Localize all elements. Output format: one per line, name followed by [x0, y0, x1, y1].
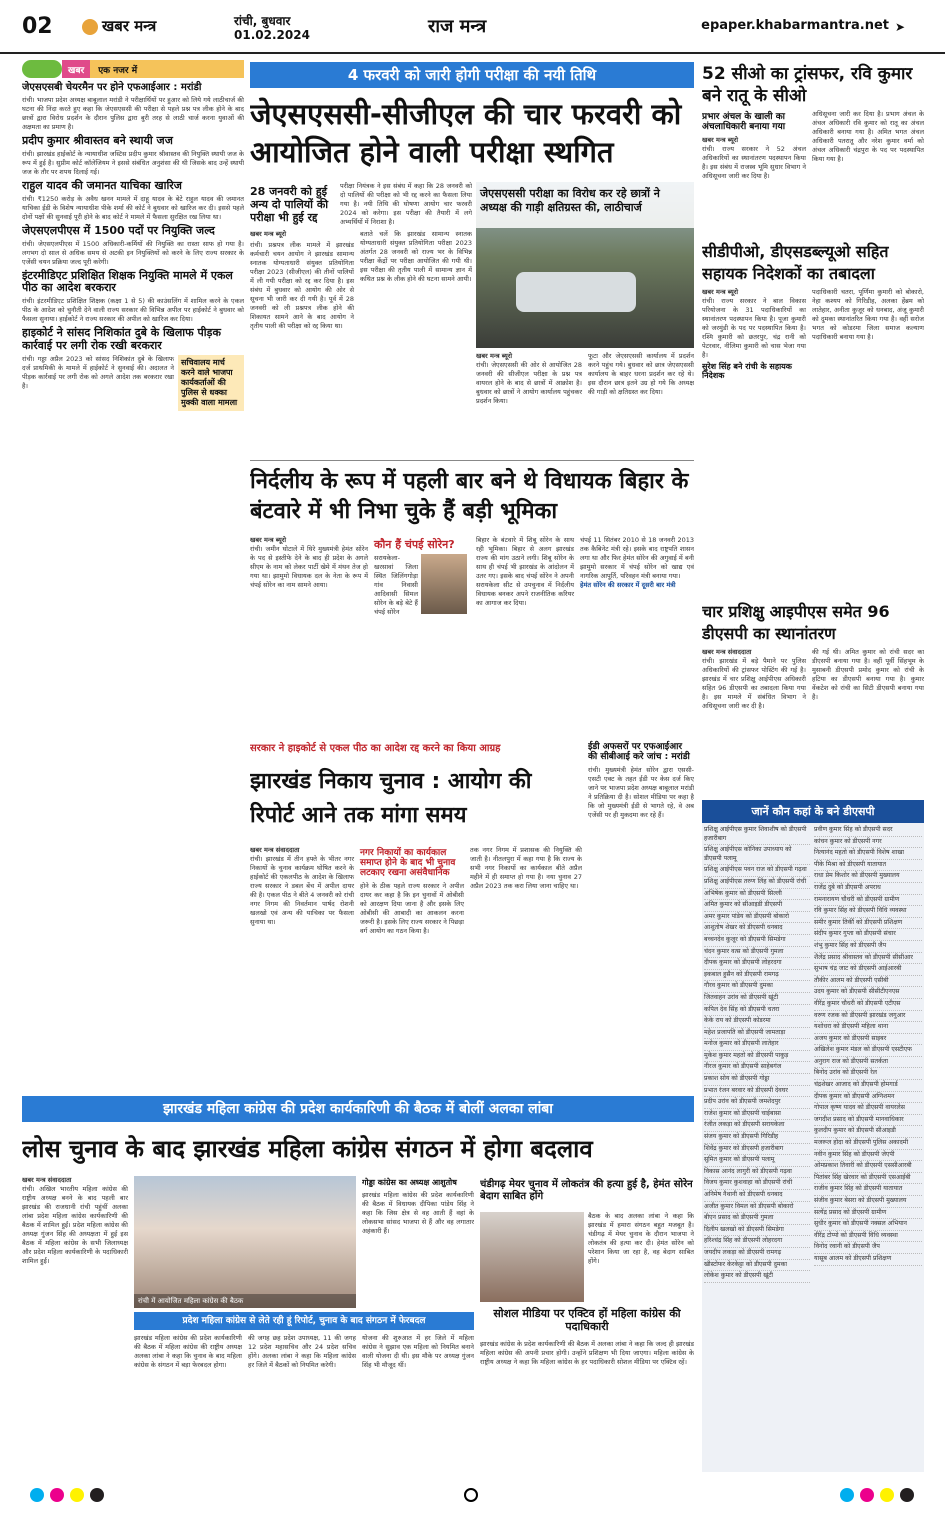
nikay-byline: खबर मन्त्र संवाददाता — [250, 846, 300, 854]
dsp-list-item: अनुराग राज को डीएसपी सतर्कता — [814, 1057, 922, 1069]
dsp-list-item: सुभाष चंद्र जाट को डीएसपी आईआरबी — [814, 964, 922, 976]
dsp-list-item: कपिल देव सिंह को डीएसपी चतरा — [704, 1005, 810, 1017]
dsp-list-item: केके राय को डीएसपी कोडरमा — [704, 1016, 810, 1028]
nikay-headline: झारखंड निकाय चुनाव : आयोग की रिपोर्ट आने तक मांगा समय — [250, 769, 532, 828]
news-3-body: रांची। ₹1250 करोड़ के अवैध खनन मामले में दाहू यादव के बेटे राहुल यादव की जमानत याचिका ईडी के विशेष न्यायाधीश पीके शर्मा की कोर्ट ने बुधवार को खारिज कर दी। इससे पहले दोनों पक्षों की सुनवाई पूरी होने के बाद कोर्ट ने मामले में फैसला सुरक्षित रख लिया था। — [22, 195, 244, 222]
co-body-1: रांची। राज्य सरकार ने 52 अंचल अधिकारियों का स्थानांतरण पदस्थापन किया है। इस संबंध में राजस्व भूमि सुधार विभाग ने अधिसूचना जारी कर दिया है। — [702, 144, 806, 180]
brand-name: खबर मन्त्र — [102, 17, 157, 35]
dsp-list-item: राजीव कुमार सिंह को डीएसपी यातायात — [814, 1184, 922, 1196]
dsp-list-item: यशोधरा को डीएसपी महिला थाना — [814, 1022, 922, 1034]
dsp-list-item: शैलेंद्र प्रसाद श्रीवास्तव को डीएसपी सीसीआर — [814, 953, 922, 965]
magenta-dot-2 — [860, 1488, 874, 1502]
dsp-list-right — [814, 825, 922, 1283]
nikay-col-a — [250, 846, 354, 936]
dsp-body-1: रांची। झारखंड में बड़े पैमाने पर पुलिस अधिकारियों की ट्रांसफर पोस्टिंग की गई है। झारखंड में चार प्रशिक्षु आईपीएस अधिकारी सहित 96 डीएसपी का तबादला किया गया है। इस मामले में संबंधित विभाग ने अधिसूचना जारी कर दी है। — [702, 657, 806, 710]
cdpo-body-1: रांची। राज्य सरकार ने बाल विकास परियोजना के 31 पदाधिकारियों का स्थानांतरण पदस्थापन किया है। पूजा कुमारी को जरमुंडी के पद पर पदस्थापित किया है। रश्मि कुमारी को छतरपुर, चंद्र रानी को पेटरवार, नीलिमा कुमारी को चास भेजा गया है। — [702, 297, 806, 359]
dsp-list-item: नीरज कुमार को डीएसपी साहेबगंज — [704, 1062, 810, 1074]
dsp-list-item: रवि कुमार सिंह को डीएसपी विधि व्यवस्था — [814, 906, 922, 918]
congress-band2-story — [134, 1334, 474, 1472]
congress-byline: खबर मन्त्र संवाददाता — [22, 1176, 72, 1184]
dsp-col-a — [702, 648, 806, 711]
nikay-headline-box — [250, 762, 582, 842]
main-story-bottom — [250, 230, 472, 331]
main-subhead: 28 जनवरी को हुई अन्य दो पालियों की परीक्षा भी हुई रद्द — [250, 185, 329, 224]
dsp-list-item: गौरव कुमार को डीएसपी दुमका — [704, 981, 810, 993]
dsp-list-item: रंजीत लकड़ा को डीएसपी सरायकेला — [704, 1120, 810, 1132]
congress-photo-caption: रांची में आयोजित महिला कांग्रेस की बैठक — [134, 1294, 356, 1308]
brand-logo — [82, 16, 156, 36]
dsp-list-item: प्रशिक्षु आईपीएस पवन राज को डीएसपी गढ़वा — [704, 865, 810, 877]
news-6-body: रांची। गड्डा अप्रैल 2023 को सांसद निशिकांत दुबे के खिलाफ दर्ज प्राथमिकी के मामले में हाईकोर्ट ने सुनवाई की। अदालत ने पीड़क कार्रवाई पर लगी रोक को अगले आदेश तक बरकरार रखा है। — [22, 354, 174, 390]
congress-col-a — [22, 1176, 128, 1472]
logo-icon — [82, 19, 98, 35]
dsp-list-item: नवीन कुमार सिंह को डीएसपी जेएपी — [814, 1150, 922, 1162]
news-2-body: रांची। झारखंड हाईकोर्ट के न्यायाधीश जस्टिस प्रदीप कुमार श्रीवास्तव की नियुक्ति स्थायी जज के रूप में हुई है। सुप्रीम कोर्ट कॉलेजियम ने इससे संबंधित अनुशंसा की थी जिसके बाद उन्हें स्थायी जज के तौर पर शपथ दिलाई गई। — [22, 150, 244, 177]
congress-b2-body-2: की जगह छह प्रदेश उपाध्यक्ष, 11 की जगह 12 प्रदेश महासचिव और 24 प्रदेश सचिव होंगे। अलका लांबा ने कहा कि महिला कांग्रेस हर जिले में बैठकों को नियमित करेगी। — [248, 1334, 356, 1369]
news-4-body: रांची। जेएसएलपीएस में 1500 अधिकारी-कर्मियों की नियुक्ति का रास्ता साफ हो गया है। लगभग दो साल से अधिक समय से अटकी इन नियुक्तियों को करने के लिए राज्य सरकार के एजेंसी चयन प्रक्रिया जल्द पूरी करेगी। — [22, 240, 244, 267]
dsp-list-item: मनोज कुमार को डीएसपी लातेहार — [704, 1039, 810, 1051]
champai-cols — [250, 536, 694, 617]
protest-cols — [476, 352, 694, 406]
protest-byline: खबर मन्त्र ब्यूरो — [476, 352, 513, 360]
dsp-headline: चार प्रशिक्षु आइपीएस समेत 96 डीएसपी का स्थानांतरण — [702, 602, 890, 643]
dsp-list-item: विजय कुमार कुशवाहा को डीएसपी रांची — [704, 1178, 810, 1190]
co-col-a — [702, 110, 806, 181]
black-dot-2 — [900, 1488, 914, 1502]
protest-photo — [476, 182, 694, 348]
nikay-body-3: तक नगर निगम में प्रशासक की नियुक्ति की जाती है। नीतलपुरा में कहा गया है कि राज्य के सभी नगर निकायों का कार्यकाल बीते अप्रैल महीने में ही समाप्त हो गया है। नया चुनाव 27 अप्रैल 2023 तक करा लिया जाना चाहिए था। — [470, 846, 582, 890]
cdpo-byline: खबर मन्त्र ब्यूरो — [702, 288, 739, 296]
dateline — [234, 14, 310, 42]
champai-col-b — [374, 536, 470, 617]
dsp-list-item: सुधीर कुमार को डीएसपी नक्सल अभियान — [814, 1219, 922, 1231]
dsp-list-item: कांचन कुमार को डीएसपी नगर — [814, 837, 922, 849]
dsp-list-item: अभिषेक कुमार को डीएसपी सिल्ली — [704, 889, 810, 901]
congress-meeting-photo — [134, 1176, 356, 1308]
dsp-list-item: शंभु कुमार सिंह को डीएसपी जैप — [814, 941, 922, 953]
co-kicker: प्रभार अंचल के खाली का अंचलाधिकारी बनाया गया — [702, 112, 786, 132]
dsp-list-item: प्रकाश सोय को डीएसपी गोड्डा — [704, 1074, 810, 1086]
news-5-body: रांची। इंटरमीडिएट प्रशिक्षित शिक्षक (कक्षा 1 से 5) की काउंसलिंग में शामिल करने के एकल पीठ के आदेश को चुनौती देने वाली राज्य सरकार की विभिन्न अपील पर हाईकोर्ट ने बुधवार को फैसला सुनाया। हाईकोर्ट ने राज्य सरकार की अपील को खारिज कर दिया। — [22, 297, 244, 324]
dsp-list-item: समीर कुमार तिर्की को डीएसपी प्रशिक्षण — [814, 918, 922, 930]
dsp-list-item: शिवेंद्र कुमार को डीएसपी हजारीबाग — [704, 1144, 810, 1156]
ek-nazar-tag — [22, 60, 244, 78]
tag-ek-nazar: एक नजर में — [90, 60, 244, 78]
main-headline: जेएसएससी-सीजीएल की चार फरवरी को आयोजित होने वाली परीक्षा स्थगित — [250, 97, 682, 169]
co-body-2: अधिसूचना जारी कर दिया है। प्रभाग अंचल के अंचल अधिकारी रवि कुमार को रातू का अंचल अधिकारी बनाया गया है। अमित भगत अंचल अधिकारी पतरातू और नरेश कुमार वर्मा को अंचल अधिकारी चंद्रपुरा के पद पर पदस्थापित किया गया है। — [812, 110, 924, 163]
nikay-col-b — [360, 846, 464, 936]
congress-side-1-head: गोड्डा कांग्रेस का अध्यक्ष आशुतोष — [362, 1178, 457, 1187]
dsp-list-box — [702, 800, 924, 1472]
dsp-list-item: अमर कुमार पांडेय को डीएसपी बोकारो — [704, 912, 810, 924]
congress-band: झारखंड महिला कांग्रेस की प्रदेश कार्यकारिणी की बैठक में बोलीं अलका लांबा — [22, 1096, 694, 1122]
dsp-list-item: इकबाल हुसैन को डीएसपी रामगढ़ — [704, 970, 810, 982]
news-6-wrap — [22, 355, 244, 411]
dsp-list-item: जयदीप लकड़ा को डीएसपी रामगढ़ — [704, 1248, 810, 1260]
dsp-list-item: बच्चनदेव कुजूर को डीएसपी सिमडेगा — [704, 935, 810, 947]
chandigarh-body-box — [588, 1212, 694, 1308]
print-registration-footer — [0, 1480, 945, 1510]
champai-story — [250, 536, 694, 736]
cyan-dot-2 — [840, 1488, 854, 1502]
dsp-list-item: जगदीश प्रसाद को डीएसपी मानवाधिकार — [814, 1115, 922, 1127]
champai-col-a — [250, 536, 368, 617]
dsp-list-item: प्रशिक्षु आईपीएस कुमार शिवाशीष को डीएसपी हजारीबाग — [704, 825, 810, 845]
dsp-list-item: हरिश्चंद्र सिंह को डीएसपी लोहरदगा — [704, 1236, 810, 1248]
dsp-body-2: की गई थी। अमित कुमार को रांची सदर का डीएसपी बनाया गया है। वहीं पूर्वी सिंहभूम के मुसाबनी डीएसपी प्रमोद कुमार को रांची के हटिया का डीएसपी बनाया गया है। कुमार वेंकटेश को रांची का सिटी डीएसपी बनाया गया है। — [812, 648, 924, 701]
dsp-list-item: अनिमेष नैथानी को डीएसपी धनबाद — [704, 1190, 810, 1202]
co-byline: खबर मन्त्र ब्यूरो — [702, 135, 739, 144]
tag-khabar: खबर — [62, 60, 90, 78]
ed-side-story — [588, 740, 694, 1080]
dsp-list-item: वीरेंद्र कुमार चौधरी को डीएसपी एटीएस — [814, 999, 922, 1011]
dsp-list-item: प्रवीण कुमार सिंह को डीएसपी सदर — [814, 825, 922, 837]
section-title: राज मन्त्र — [428, 16, 487, 37]
chandigarh-headline: चंडीगढ़ मेयर चुनाव में लोकतंत्र की हत्या हुई है, हेमंत सोरेन बेदाग साबित होंगे — [480, 1179, 693, 1202]
dsp-list-item: गोपाल कृष्ण यादव को डीएसपी वायरलेस — [814, 1103, 922, 1115]
main-story-left — [250, 182, 472, 452]
nikay-kicker-box — [250, 740, 582, 760]
sm-body-box — [480, 1340, 694, 1472]
dsp-cols — [702, 648, 924, 711]
yellow-dot-2 — [880, 1488, 894, 1502]
dsp-list-item: राजेंद्र दुबे को डीएसपी अपराध — [814, 883, 922, 895]
dsp-list-item: उदय कुमार को डीएसपी सीसीटीएनएस — [814, 987, 922, 999]
dsp-list-item: जितवाहन उरांव को डीएसपी खूंटी — [704, 993, 810, 1005]
dsp-list-item: सत्येंद्र प्रसाद को डीएसपी ग्रामीण — [814, 1208, 922, 1220]
dsp-list-item: वरुण रजक को डीएसपी झारखंड जगुआर — [814, 1011, 922, 1023]
dsp-list-item: सुमित कुमार को डीएसपी पलामू — [704, 1155, 810, 1167]
registration-target-icon — [464, 1488, 478, 1502]
date: 01.02.2024 — [234, 28, 310, 42]
dsp-list-item: विकास आनंद लागुरी को डीएसपी गढ़वा — [704, 1167, 810, 1179]
cursor-icon: ➤ — [894, 20, 905, 34]
main-col-a — [250, 230, 354, 331]
dsp-list-item: कुलदीप कुमार को डीएसपी सीआइडी — [814, 1126, 922, 1138]
main-story-top — [250, 182, 472, 227]
champai-question: कौन हैं चंपई सोरेन? — [374, 538, 455, 551]
champai-portrait — [421, 554, 467, 614]
dsp-list-item: संदीप कुमार गुप्ता को डीएसपी संचार — [814, 929, 922, 941]
news-4-headline: जेएसएलपीएस में 1500 पदों पर नियुक्ति जल्द — [22, 224, 215, 238]
protest-body-2: फूटा और जेएसएससी कार्यालय में प्रदर्शन करने पहुंच गये। बुधवार को छात्र जेएसएससी कार्यालय के बाहर धरना प्रदर्शन कर रहे थे। इस दौरान छात्र इतने उग्र हो गये कि अध्यक्ष की गाड़ी को क्षतिग्रस्त कर दिया। — [588, 352, 694, 396]
cyan-dot — [30, 1488, 44, 1502]
dsp-list-item: प्रभात रंजन बरवार को डीएसपी देवघर — [704, 1086, 810, 1098]
dsp-list-item: दीपक कुमार को डीएसपी अग्निशमन — [814, 1092, 922, 1104]
dsp-list-item: अखिलेश कुमार मंडल को डीएसपी एसटीएफ — [814, 1045, 922, 1057]
dsp-list-item: अजीत कुमार विमल को डीएसपी बोकारो — [704, 1202, 810, 1214]
left-column — [22, 60, 244, 1090]
champai-profile — [374, 554, 470, 617]
co-headline: 52 सीओ का ट्रांसफर, रवि कुमार बने रातू के सीओ — [702, 64, 913, 106]
main-body-1: रांची। प्रश्नपत्र लीक मामले में झारखंड कर्मचारी चयन आयोग ने झारखंड सामान्य स्नातक योग्यताधारी संयुक्त प्रतियोगिता परीक्षा 2023 (सीजीएल) की तीनों पालियों में ली गयी परीक्षा को रद्द कर दिया है। इस संबंध में बुधवार को आयोग की ओर से सूचना भी जारी कर दी गयी है। पूर्व में 28 जनवरी को ली प्रश्नपत्र लीक होने की शिकायत सामने आने के बाद आयोग ने तृतीय पाली की परीक्षा को रद्द किया था। — [250, 241, 354, 330]
dsp-list-item: दीपक कुमार को डीएसपी लोहरदगा — [704, 958, 810, 970]
dsp-list-item: ओमप्रकाश तिवारी को डीएसपी एससीआरबी — [814, 1161, 922, 1173]
subhead-box — [250, 182, 334, 227]
main-body-2: परीक्षा नियंत्रक ने इस संबंध में कहा कि 28 जनवरी को दो पालियों की परीक्षा को भी रद्द करने का फैसला लिया गया है। नयी तिथि की घोषणा आयोग चार फरवरी 2024 को करेगा। इस परीक्षा की तैयारी में लगे अभ्यर्थियों में निराशा है। — [340, 182, 472, 226]
dsp-list-item: मुकेश कुमार महतो को डीएसपी पाकुड़ — [704, 1051, 810, 1063]
news-6-headline: हाइकोर्ट ने सांसद निशिकांत दुबे के खिलाफ पीड़क कार्रवाई पर लगी रोक रखी बरकरार — [22, 326, 221, 352]
divider — [250, 460, 694, 461]
cdpo-headline: सीडीपीओ, डीएसडब्ल्यूओ सहित सहायक निदेशकों का तबादला — [702, 242, 889, 283]
news-3-headline: राहुल यादव की जमानत याचिका खारिज — [22, 179, 182, 193]
ed-side-body: रांची। मुख्यमंत्री हेमंत सोरेन द्वारा एससी-एसटी एक्ट के तहत ईडी पर केस दर्ज किए जाने पर भाजपा प्रदेश अध्यक्ष बाबूलाल मरांडी ने प्रतिक्रिया दी है। सोशल मीडिया पर कहा है कि जो मुख्यमंत्री ईडी से भागते रहे, वे अब एजेंसी पर ही मुकदमा कर रहे हैं। — [588, 765, 694, 819]
dsp-list-item: वीरेंद्र टोप्पो को डीएसपी विधि व्यवस्था — [814, 1231, 922, 1243]
news-1-body: रांची। भाजपा प्रदेश अध्यक्ष बाबूलाल मरांडी ने परीक्षार्थियों पर हुआर को लिये गये लाठीचार्ज की घटना की निंदा करते हुए कहा कि जेएसएससी की परीक्षा से पहले प्रश्न पत्र लीक होने के बाद छात्रों द्वारा विरोध प्रदर्शन के दौरान पुलिस द्वारा बुरी तरह से लाठी चार्ज करना युवाओं की अक्षमता का प्रमाण है। — [22, 96, 244, 131]
dsp-byline: खबर मन्त्र संवाददाता — [702, 648, 752, 656]
co-cols — [702, 110, 924, 181]
protest-body-1: रांची। जेएसएससी की ओर से आयोजित 28 जनवरी की सीजीएल परीक्षा के प्रश्न पत्र वायरल होने के बाद से छात्रों में आक्रोश है। बुधवार को छात्रों ने आयोग कार्यालय पहुंचकर प्रदर्शन किया। — [476, 361, 582, 405]
dsp-list-item: संजय कुमार को डीएसपी गिरिडीह — [704, 1132, 810, 1144]
congress-body-1: रांची। अखिल भारतीय महिला कांग्रेस की राष्ट्रीय अध्यक्ष बनने के बाद पहली बार झारखंड की राजधानी रांची पहुंचीं अलका लांबा प्रदेश महिला कांग्रेस कार्यकारिणी की बैठक में शामिल हुईं। प्रदेश महिला कांग्रेस की अध्यक्ष गुंजन सिंह की अध्यक्षता में हुई इस बैठक में महिला कांग्रेस के सभी जिलाध्यक्ष और प्रदेश महिला कार्यकारिणी के पदाधिकारी शामिल हुईं। — [22, 1185, 128, 1265]
congress-b2-body-1: झारखंड महिला कांग्रेस की प्रदेश कार्यकारिणी की बैठक में महिला कांग्रेस की राष्ट्रीय अध्यक्ष अलका लांबा ने कहा कि चुनाव के बाद महिला कांग्रेस के संगठन में बड़ा फेरबदल होगा। — [134, 1334, 242, 1369]
alka-lamba-photo — [480, 1212, 584, 1302]
dsp-list-item: प्रशिक्षु आईपीएस कोनिका उपाध्याय को डीएसपी पलामू — [704, 845, 810, 865]
photo-caption: जेएसएससी परीक्षा का विरोध कर रहे छात्रों ने अध्यक्ष की गाड़ी क्षतिग्रस्त की, लाठीचार्ज — [480, 187, 660, 214]
dsp-list-item: विनोद रवानी को डीएसपी जैप — [814, 1242, 922, 1254]
dsp-list-item: राजेश कुमार को डीएसपी चाईबासा — [704, 1109, 810, 1121]
nikay-body-2: होने के ठीक पहले राज्य सरकार ने अपील दायर कर कहा है कि इन चुनावों में ओबीसी को आरक्षण दिया जाना है और इसके लिए ओबीसी की आबादी का आकलन करना जरूरी है। इसके लिए राज्य सरकार ने पिछड़ा वर्ग आयोग का गठन किया है। — [360, 881, 464, 935]
chandigarh-head-box — [480, 1176, 694, 1210]
dsp-list-item: यासूब आलम को डीएसपी प्रशिक्षण — [814, 1254, 922, 1266]
congress-band2-cols — [134, 1334, 474, 1370]
dsp-list-title: जानें कौन कहां के बने डीएसपी — [702, 800, 924, 823]
news-1-headline: जेएसएसबी चेयरमैन पर होने एफआईआर : मरांडी — [22, 82, 202, 93]
cdpo-story — [702, 238, 924, 578]
dsp-list-item: पितांबर सिंह खेरवार को डीएसपी एसआईबी — [814, 1173, 922, 1185]
nikay-pullquote: नगर निकायों का कार्यकाल समाप्त होने के बाद भी चुनाव लटकाए रखना असंवैधानिक — [360, 848, 456, 878]
cdpo-body-2: पदाधिकारी चतरा, पूर्णिमा कुमारी को बोकारो, नेहा कश्यप को गिरिडीह, अलका हेंब्रम को लातेहार, अनीता कुजूर को धनबाद, अंजू कुमारी को दुमका स्थानांतरित किया गया है। वहीं सरोज भगत को कोडरमा जिला समाज कल्याण पदाधिकारी बनाया गया है। — [812, 288, 924, 341]
co-transfer-story — [702, 60, 924, 230]
page-header — [0, 0, 945, 54]
page-number: 02 — [22, 14, 53, 39]
dsp-list-item: मजरूल होदा को डीएसपी पुलिस अकादमी — [814, 1138, 922, 1150]
chandigarh-body: बैठक के बाद अलका लांबा ने कहा कि झारखंड में हमारा संगठन बहुत मजबूत है। चंडीगढ़ में मेयर चुनाव के दौरान भाजपा ने लोकतंत्र की हत्या कर दी। हेमंत सोरेन को परेशान किया जा रहा है, वह बेदाग साबित होंगे। — [588, 1212, 694, 1265]
nikay-body-1: रांची। झारखंड में तीन हफ्ते के भीतर नगर निकायों के चुनाव कार्यक्रम घोषित करने के हाईकोर्ट की एकलपीठ के आदेश के खिलाफ राज्य सरकार ने डबल बेंच में अपील दायर की है। एकल पीठ ने बीते 4 जनवरी को रांची नगर निगम की निवर्तमान पार्षद रोशनी खलखो एवं अन्य की याचिका पर फैसला सुनाया था। — [250, 855, 354, 926]
dsp-list-item: अजय कुमार को डीएसपी साइबर — [814, 1034, 922, 1046]
dsp-list-item: आशुतोष शेखर को डीएसपी धनबाद — [704, 923, 810, 935]
champai-body-1: रांची। जमीन घोटाले में घिरे मुख्यमंत्री हेमंत सोरेन के पद से इस्तीफे देने के बाद ही प्रदेश के अगले सीएम के नाम को लेकर पार्टी खेमे में मंथन तेज हो गया था। झामुमो विधायक दल के नेता के रूप में चंपई सोरेन का नाम सामने आया। — [250, 545, 368, 589]
dsp-list-item: तौकीर आलम को डीएसपी एसीबी — [814, 976, 922, 988]
congress-b2-body-3: योजना की शुरुआत में हर जिले में महिला कांग्रेस ने सुझाव एक महिला को नियमित बनाने वाली योजना दी थी। इस मौके पर अध्यक्ष गुंजन सिंह भी मौजूद थीं। — [362, 1334, 474, 1369]
dsp-list-item: खीस्टोफर केरकेट्टा को डीएसपी दुमका — [704, 1260, 810, 1272]
nikay-story — [250, 846, 582, 1086]
champai-subhead: हेमंत सोरेन की सरकार में दूसरी बार मंत्री — [580, 581, 676, 589]
dsp-list-item: नित्यानंद महतो को डीएसपी विशेष शाखा — [814, 848, 922, 860]
yellow-dot — [70, 1488, 84, 1502]
dsp-list-item: बिनोद उरांव को डीएसपी रेल — [814, 1068, 922, 1080]
champai-headline: निर्दलीय के रूप में पहली बार बने थे विधायक बिहार के बंटवारे में भी निभा चुके हैं बड़ी भूमिका — [250, 469, 689, 524]
main-headline-box — [250, 92, 694, 178]
congress-headline: लोस चुनाव के बाद झारखंड महिला कांग्रेस संगठन में होगा बदलाव — [22, 1135, 593, 1163]
dsp-list-item: चंद्रशेखर आजाद को डीएसपी होमगार्ड — [814, 1080, 922, 1092]
dsp-list-item: अमित कुमार को सीआइडी डीएसपी — [704, 900, 810, 912]
nikay-kicker: सरकार ने हाइकोर्ट से एकल पीठ का आदेश रद्द करने का किया आग्रह — [250, 743, 501, 754]
tag-globe-icon — [22, 60, 62, 78]
champai-sidebox: सरायकेला-खरसावां जिला स्थित जिलिंगगोड़ा गांव निवासी आदिवासी सिमल सोरेन के बड़े बेटे हैं चंपई सोरेन — [374, 554, 418, 617]
dsp-list-item: राधा प्रेम किशोर को डीएसपी मुख्यालय — [814, 871, 922, 883]
dsp-story — [702, 598, 924, 798]
congress-side-1-body: झारखंड महिला कांग्रेस की प्रदेश कार्यकारिणी की बैठक में विधायक दीपिका पांडेय सिंह ने कहा कि जिस क्षेत्र से वह आती हैं वहां के लोकसभा सांसद भाजपा से हैं और वह लगातार अहंकारी हैं। — [362, 1190, 474, 1235]
champai-body-2: बिहार के बंटवारे में शिबू सोरेन के साथ रही भूमिका। बिहार से अलग झारखंड राज्य की मांग उठाने लगी। शिबू सोरेन के साथ ही चंपई भी झारखंड के आंदोलन में उतर गए। इसके बाद चंपई सोरेन ने अपनी सरायकेला सीट से उपचुनाव में निर्दलीय विधायक बनकर अपने राजनीतिक करियर का आगाज कर दिया। — [476, 536, 574, 607]
damaged-car — [516, 272, 636, 312]
site-url[interactable]: epaper.khabarmantra.net — [701, 18, 889, 33]
dsp-list-item: संजीव कुमार बेसरा को डीएसपी मुख्यालय — [814, 1196, 922, 1208]
cdpo-subhead: सुरेश सिंह बने रांची के सहायक निदेशक — [702, 362, 792, 380]
magenta-dot — [50, 1488, 64, 1502]
dsp-list-item: लोकेश कुमार को डीएसपी खूंटी — [704, 1271, 810, 1283]
dsp-list-left — [704, 825, 810, 1283]
cdpo-cols — [702, 288, 924, 384]
dsp-list-item: बीएन प्रसाद को डीएसपी गुमला — [704, 1213, 810, 1225]
main-body-3: बताते चलें कि झारखंड सामान्य स्नातक योग्यताधारी संयुक्त प्रतियोगिता परीक्षा 2023 अंतर्गत 28 जनवरी को राज्य भर के विभिन्न परीक्षा केंद्रों पर परीक्षा आयोजित की गयी थी। इस परीक्षा की तृतीय पाली में सामान्य ज्ञान में कथित प्रश्न के लीक होने की घटना सामने आयी। — [360, 230, 472, 283]
dsp-list-item: चंदन कुमार वत्स को डीएसपी गुमला — [704, 947, 810, 959]
news-6-sidebar: सचिवालय मार्च करने वाले भाजपा कार्यकर्ताओं की पुलिस से धक्का मुक्की वाला मामला — [178, 355, 244, 411]
city-day: रांची, बुधवार — [234, 14, 291, 28]
dsp-list-item: महेश प्रजापति को डीएसपी जामताड़ा — [704, 1028, 810, 1040]
nikay-cols — [250, 846, 582, 936]
congress-band-2: प्रदेश महिला कांग्रेस से लेते रही हूं रिपोर्ट, चुनाव के बाद संगठन में फेरबदल — [134, 1312, 474, 1330]
sm-headline: सोशल मीडिया पर एक्टिव हों महिला कांग्रेस की पदाधिकारी — [493, 1307, 681, 1333]
dsp-list-item: पीके मिश्रा को डीएसपी यातायात — [814, 860, 922, 872]
champai-byline: खबर मन्त्र ब्यूरो — [250, 536, 287, 544]
photo-caption-box — [476, 182, 694, 228]
congress-headline-box — [22, 1126, 694, 1170]
dsp-list-item: रामनारायण चौधरी को डीएसपी ग्रामीण — [814, 895, 922, 907]
champai-body-3: चंपई 11 सितंबर 2010 से 18 जनवरी 2013 तक कैबिनेट मंत्री रहे। इसके बाद राष्ट्रपति शासन लगा था और फिर हेमंत सोरेन की अगुवाई में बनी झामुमो सरकार में चंपई सोरेन को खाद्य एवं नागरिक आपूर्ति, परिवहन मंत्री बनाया गया। — [580, 536, 694, 580]
sm-head-box — [480, 1304, 694, 1338]
champai-headline-box — [250, 464, 694, 534]
dsp-list-item: दिलीप खलखो को डीएसपी सिमडेगा — [704, 1225, 810, 1237]
protest-col-a — [476, 352, 582, 406]
dsp-list-item: प्रदीप उरांव को डीएसपी जमशेदपुर — [704, 1097, 810, 1109]
protest-story — [476, 352, 694, 452]
black-dot — [90, 1488, 104, 1502]
main-byline: खबर मन्त्र ब्यूरो — [250, 230, 287, 238]
champai-col-d — [580, 536, 694, 617]
dsp-list-cols — [702, 823, 924, 1285]
news-5-headline: इंटरमीडिएट प्रशिक्षित शिक्षक नियुक्ति मामले में एकल पीठ का आदेश बरकरार — [22, 269, 233, 295]
news-2-headline: प्रदीप कुमार श्रीवास्तव बने स्थायी जज — [22, 134, 173, 147]
dsp-list-item: प्रशिक्षु आईपीएस तरुण लिंह को डीएसपी रांची — [704, 877, 810, 889]
exam-banner: 4 फरवरी को जारी होगी परीक्षा की नयी तिथि — [250, 62, 694, 88]
cdpo-col-a — [702, 288, 806, 384]
ed-side-headline: ईडी अफसरों पर एफआईआर की सीबीआई करे जांच : मरांडी — [588, 742, 690, 762]
sm-body: झारखंड कांग्रेस के प्रदेश कार्यकारिणी की बैठक में अलका लांबा ने कहा कि जल्द ही झारखंड महिला कांग्रेस की अपनी प्रचार होगी। उन्होंने प्रशिक्षण भी दिया जाएगा। महिला कांग्रेस के राष्ट्रीय अध्यक्ष ने कहा कि महिला कांग्रेस के हर पदाधिकारी सोशल मीडिया पर एक्टिव रहें। — [480, 1340, 694, 1366]
congress-side-1 — [362, 1176, 474, 1308]
